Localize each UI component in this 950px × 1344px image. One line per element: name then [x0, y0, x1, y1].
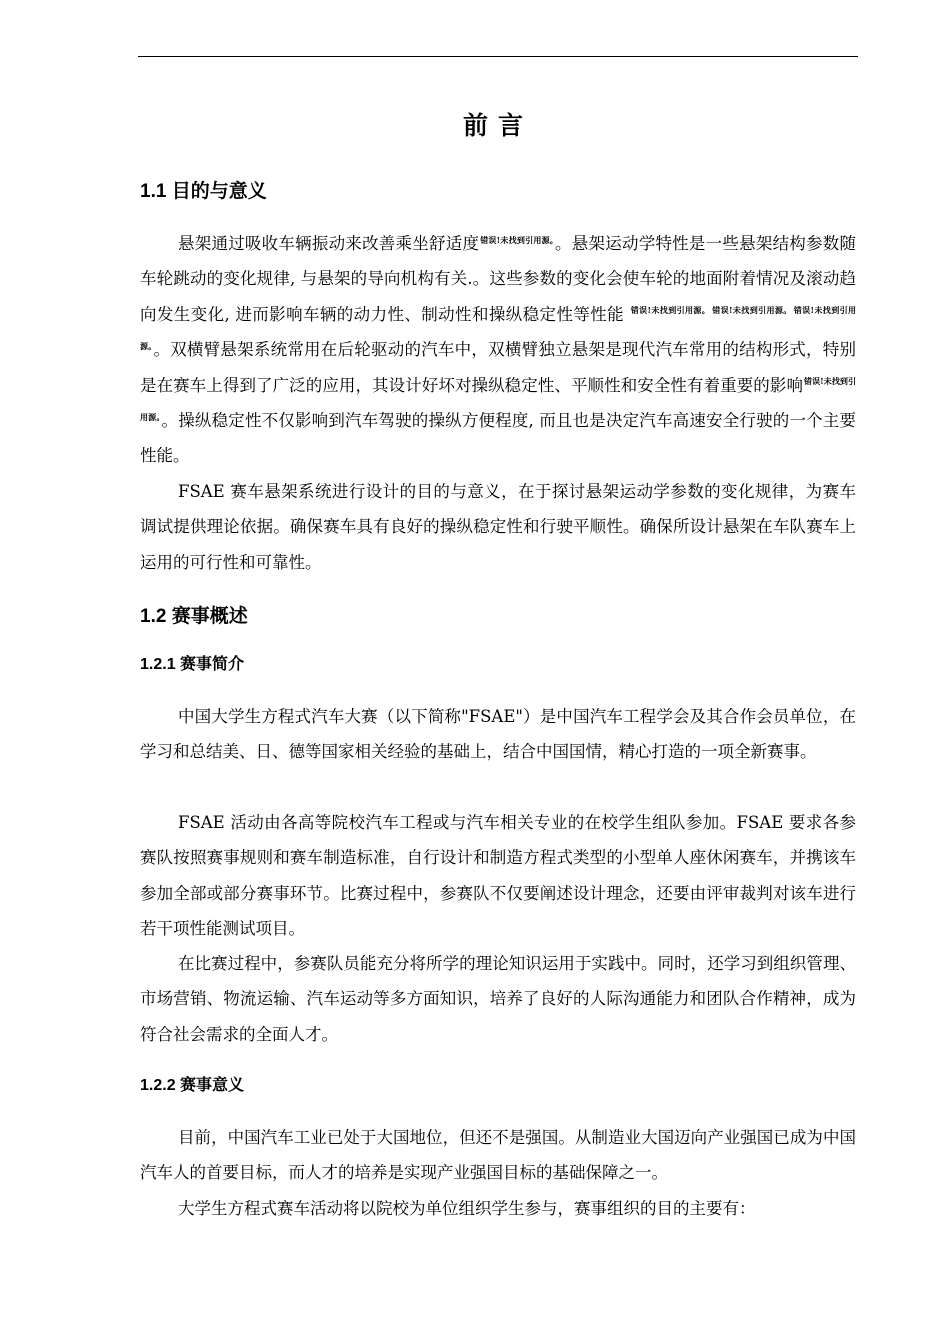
section-heading-1-2-1: 1.2.1 赛事简介 [140, 656, 245, 673]
paragraph-purpose [140, 226, 856, 474]
page-title: 前言 [462, 111, 533, 140]
paragraph-meaning-1: 目前，中国汽车工业已处于大国地位，但还不是强国。从制造业大国迈向产业强国已成为中国汽车人的首要目标，而人才的培养是实现产业强国目标的基础保障之一。 [140, 1128, 856, 1183]
ref-error: 错误!未找到引用源。 [480, 234, 555, 245]
paragraph-intro-1: 中国大学生方程式汽车大赛（以下简称"FSAE"）是中国汽车工程学会及其合作会员单位，在学习和总结美、日、德等国家相关经验的基础上，结合中国国情，精心打造的一项全新赛事。 [140, 707, 856, 762]
paragraph-text: 。双横臂悬架系统常用在后轮驱动的汽车中，双横臂独立悬架是现代汽车常用的结构形式，特别是在赛车上得到了广泛的应用，其设计好坏对操纵稳定性、平顺性和安全性有着重要的影响 [140, 340, 857, 395]
ref-error: 错误!未找到引用源。 [630, 305, 711, 316]
paragraph-text: 。操纵稳定性不仅影响到汽车驾驶的操纵方便程度, 而且也是决定汽车高速安全行驶的一个主要性能。 [140, 411, 856, 466]
header-rule [138, 56, 858, 57]
ref-error: 错误!未找到引用源。 [140, 376, 856, 422]
paragraph-text: 悬架通过吸收车辆振动来改善乘坐舒适度 [178, 234, 480, 253]
paragraph-intro-2: FSAE 活动由各高等院校汽车工程或与汽车相关专业的在校学生组队参加。FSAE 要求各参赛队按照赛事规则和赛车制造标准，自行设计和制造方程式类型的小型单人座休闲赛车，并携该车参加全部或部分赛事环节。比赛过程中，参赛队不仅要阐述设计理念，还要由评审裁判对该车进行若干项性能测试项目。 [140, 813, 856, 939]
paragraph-meaning-2: 大学生方程式赛车活动将以院校为单位组织学生参与，赛事组织的目的主要有： [178, 1199, 756, 1218]
ref-error: 错误!未找到引用源。 [712, 305, 792, 316]
paragraph-text: 。悬架运动学特性是一些悬架结构参数随车轮跳动的变化规律, 与悬架的导向机构有关.。这些参数的变化会使车轮的地面附着情况及滚动趋向发生变化, 进而影响车辆的动力性、制动性和操纵稳定性等性能 [140, 234, 857, 324]
paragraph-significance: FSAE 赛车悬架系统进行设计的目的与意义，在于探讨悬架运动学参数的变化规律，为赛车调试提供理论依据。确保赛车具有良好的操纵稳定性和行驶平顺性。确保所设计悬架在车队赛车上运用的可行性和可靠性。 [140, 482, 856, 572]
section-heading-1-2-2: 1.2.2 赛事意义 [140, 1077, 245, 1094]
paragraph-intro-3: 在比赛过程中，参赛队员能充分将所学的理论知识运用于实践中。同时，还学习到组织管理、市场营销、物流运输、汽车运动等多方面知识，培养了良好的人际沟通能力和团队合作精神，成为符合社会需求的全面人才。 [140, 954, 856, 1044]
section-heading-1-2: 1.2 赛事概述 [140, 606, 248, 627]
section-heading-1-1: 1.1 目的与意义 [140, 181, 267, 202]
ref-error: 错误!未找到引用源。 [140, 305, 856, 351]
